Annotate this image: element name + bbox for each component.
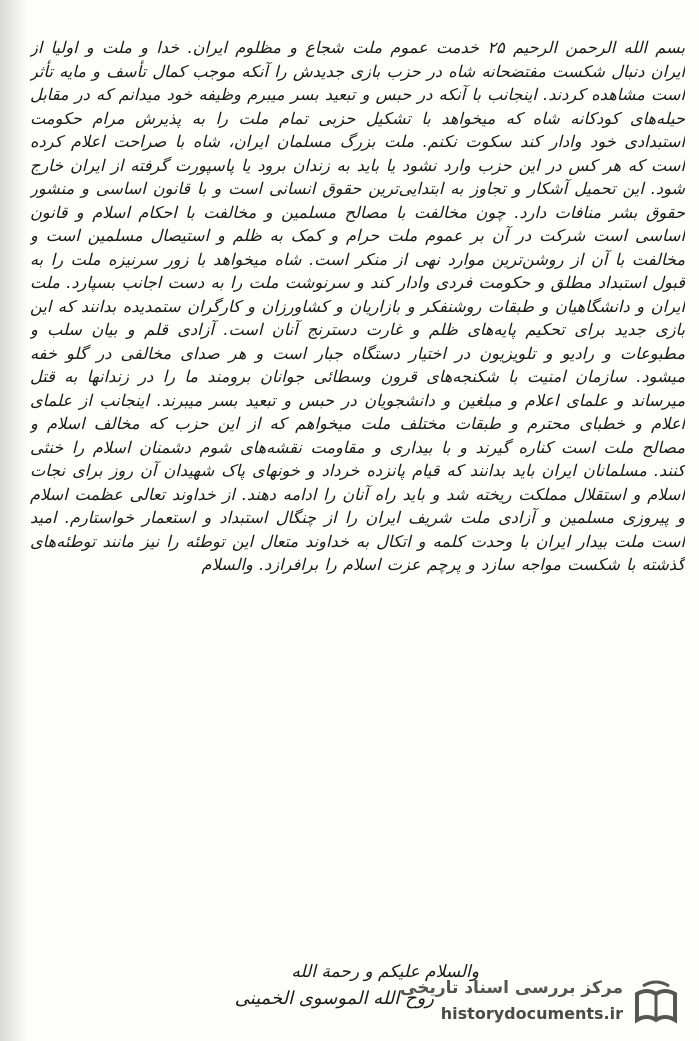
watermark-url: historydocuments.ir xyxy=(440,1004,623,1023)
archive-watermark xyxy=(400,974,687,1032)
open-book-emblem-icon xyxy=(631,980,681,1028)
watermark-title: مرکز بررسی اسناد تاریخی xyxy=(400,978,623,998)
letter-text: بسم الله الرحمن الرحیم ۲۵ خدمت عموم ملت شجاع و مظلوم ایران. خدا و ملت و اولیا از ایران دنبال شکست مفتضحانه شاه در حزب بازی جدیدش را آنکه موجب کمال تأسف و مایه تأثر است مشاهده کردند. اینجانب با آنکه در حبس و تبعید بسر میبرم وظیفه خود میدانم که در مقابل حیله‌های کودکانه شاه که میخواهد با تشکیل حزبی تمام ملت را به پذیرش مرام حکومت استبدادی خود وادار کند سکوت نکنم. ملت بزرگ مسلمان ایران، شاه با صراحت اعلام کرده است که هر کس در این حزب وارد نشود یا باید به زندان برود یا پاسپورت گرفته از ایران خارج شود. این تحمیل آشکار و تجاوز به ابتدایی‌ترین حقوق انسانی است و با قانون اساسی و منشور حقوق بشر منافات دارد. چون مخالفت با مصالح مسلمین و مخالفت با احکام اسلام و قانون اساسی است شرکت در آن بر عموم ملت حرام و کمک به ظلم و استیصال مسلمین است و مخالفت با آن از روشن‌ترین موارد نهی از منکر است. شاه میخواهد با زور سرنیزه ملت را به قبول استبداد مطلق و حکومت فردی وادار کند و سرنوشت ملت را به دست اجانب بسپارد. ملت ایران و دانشگاهیان و طبقات روشنفکر و بازاریان و کشاورزان و کارگران ستمدیده بدانند که این بازی جدید برای تحکیم پایه‌های ظلم و غارت دسترنج آنان است. آزادی قلم و بیان سلب و مطبوعات و رادیو و تلویزیون در اختیار دستگاه جبار است و هر صدای مخالفی در گلو خفه میشود. سازمان امنیت با شکنجه‌های قرون وسطائی جوانان برومند ما را در زندانها به قتل میرساند و علمای اعلام و مبلغین و دانشجویان در حبس و تبعید بسر میبرند. اینجانب از علمای اعلام و خطبای محترم و طبقات مختلف ملت میخواهم که از این حزب که مخالف اسلام و مصالح ملت است کناره گیرند و با بیداری و مقاومت نقشه‌های شوم دشمنان اسلام را خنثی کنند. مسلمانان ایران باید بدانند که قیام پانزده خرداد و خونهای پاک شهیدان آن روز برای نجات اسلام و استقلال مملکت ریخته شد و باید راه آنان را ادامه دهند. از خداوند تعالی عظمت اسلام و پیروزی مسلمین و آزادی ملت شریف ایران را از چنگال استبداد و استعمار خواستارم. امید است ملت بیدار ایران با وحدت کلمه و اتکال به خداوند متعال این توطئه را نیز مانند توطئه‌های گذشته با شکست مواجه سازد و پرچم عزت اسلام را برافرازد. والسلام xyxy=(30,38,685,574)
scan-shadow-edge xyxy=(0,0,28,1041)
closing-formula: والسلام علیکم و رحمة الله xyxy=(291,962,479,982)
handwritten-letter-body xyxy=(30,36,685,941)
author-signature: روح الله الموسوی الخمینی xyxy=(234,988,434,1009)
